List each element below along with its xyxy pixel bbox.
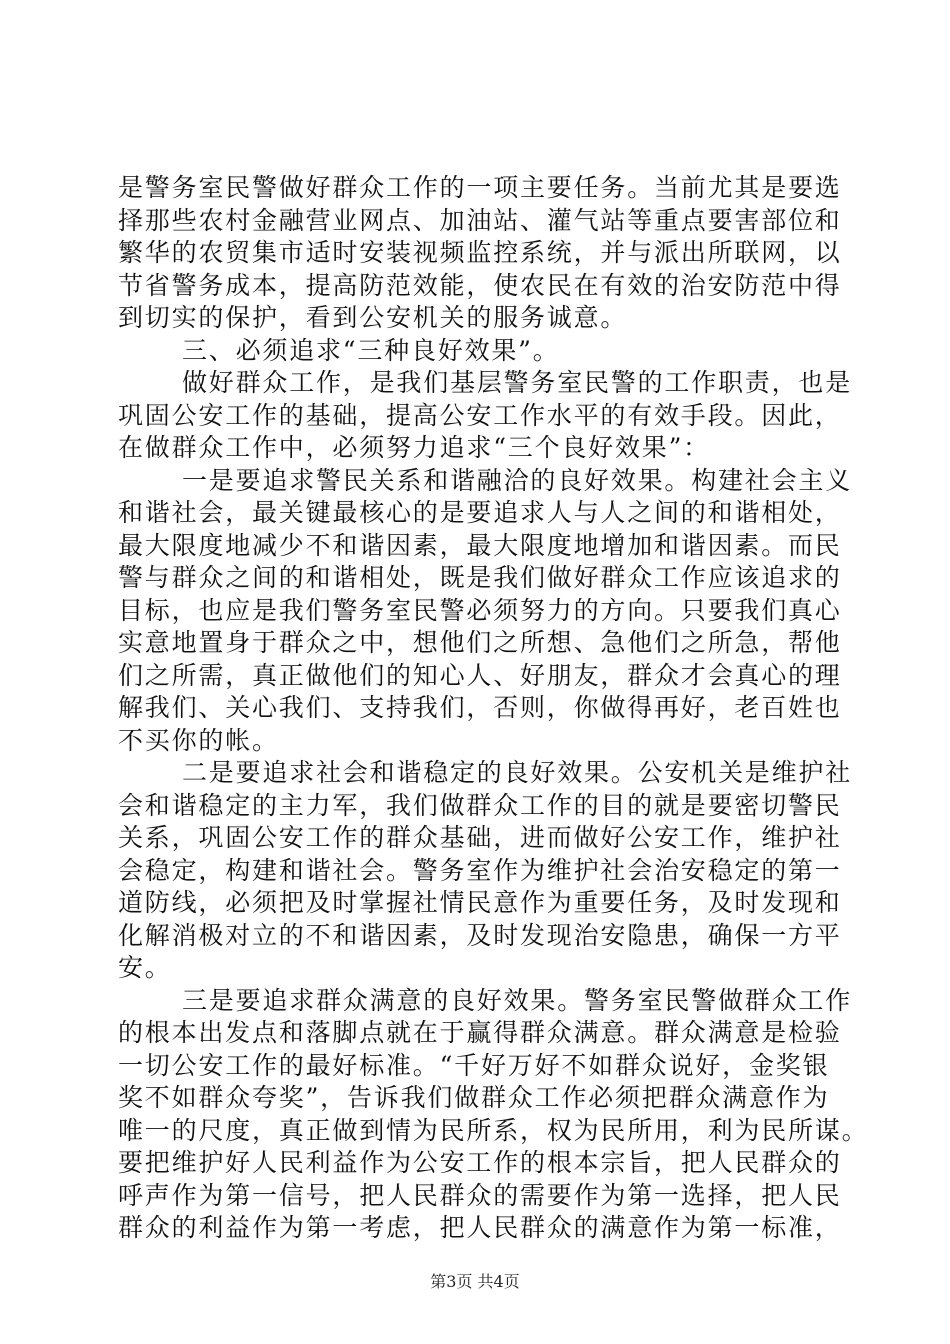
text-line: 一切公安工作的最好标准。“千好万好不如群众说好，金奖银 (118, 1050, 830, 1080)
text-line: 一是要追求警民关系和谐融洽的良好效果。构建社会主义 (182, 465, 853, 495)
text-line: 们之所需，真正做他们的知心人、好朋友，群众才会真心的理 (118, 660, 842, 690)
text-line: 安。 (118, 953, 172, 982)
text-line: 择那些农村金融营业网点、加油站、灌气站等重点要害部位和 (118, 205, 842, 235)
text-line: 二是要追求社会和谐稳定的良好效果。公安机关是维护社 (182, 758, 853, 787)
page-footer: 第3页 共4页 (430, 1272, 520, 1291)
text-line: 繁华的农贸集市适时安装视频监控系统，并与派出所联网，以 (118, 238, 842, 267)
text-line: 唯一的尺度，真正做到情为民所系，权为民所用，利为民所谋。 (118, 1115, 869, 1145)
text-line: 解我们、关心我们、支持我们，否则，你做得再好，老百姓也 (118, 693, 842, 722)
text-line: 警与群众之间的和谐相处，既是我们做好群众工作应该追求的 (118, 563, 842, 592)
text-line: 化解消极对立的不和谐因素，及时发现治安隐患，确保一方平 (118, 920, 842, 950)
text-line: 道防线，必须把及时掌握社情民意作为重要任务，及时发现和 (118, 888, 842, 917)
text-line: 巩固公安工作的基础，提高公安工作水平的有效手段。因此， (118, 400, 842, 430)
text-line: 群众的利益作为第一考虑，把人民群众的满意作为第一标准， (118, 1213, 842, 1242)
document-body (118, 172, 869, 1245)
text-line: 目标，也应是我们警务室民警必须努力的方向。只要我们真心 (118, 595, 842, 625)
text-line: 奖不如群众夸奖”，告诉我们做群众工作必须把群众满意作为 (118, 1083, 830, 1112)
text-line: 三是要追求群众满意的良好效果。警务室民警做群众工作 (182, 985, 853, 1015)
text-line: 节省警务成本，提高防范效能，使农民在有效的治安防范中得 (118, 270, 842, 300)
text-line: 实意地置身于群众之中，想他们之所想、急他们之所急，帮他 (118, 628, 842, 657)
text-line: 关系，巩固公安工作的群众基础，进而做好公安工作，维护社 (118, 823, 842, 852)
text-line: 不买你的帐。 (118, 725, 279, 755)
text-line: 到切实的保护，看到公安机关的服务诚意。 (118, 303, 628, 332)
text-line: 最大限度地减少不和谐因素，最大限度地增加和谐因素。而民 (118, 530, 842, 560)
text-line: 是警务室民警做好群众工作的一项主要任务。当前尤其是要选 (118, 173, 842, 202)
text-line: 做好群众工作，是我们基层警务室民警的工作职责，也是 (182, 368, 853, 397)
text-line: 的根本出发点和落脚点就在于赢得群众满意。群众满意是检验 (118, 1018, 842, 1047)
text-line: 呼声作为第一信号，把人民群众的需要作为第一选择，把人民 (118, 1180, 842, 1210)
text-line: 三、必须追求“三种良好效果”。 (182, 335, 560, 365)
text-line: 会稳定，构建和谐社会。警务室作为维护社会治安稳定的第一 (118, 855, 842, 885)
text-line: 在做群众工作中，必须努力追求“三个良好效果”： (118, 433, 710, 462)
text-line: 会和谐稳定的主力军，我们做群众工作的目的就是要密切警民 (118, 790, 842, 820)
text-line: 和谐社会，最关键最核心的是要追求人与人之间的和谐相处， (118, 498, 842, 527)
text-line: 要把维护好人民利益作为公安工作的根本宗旨，把人民群众的 (118, 1148, 842, 1177)
